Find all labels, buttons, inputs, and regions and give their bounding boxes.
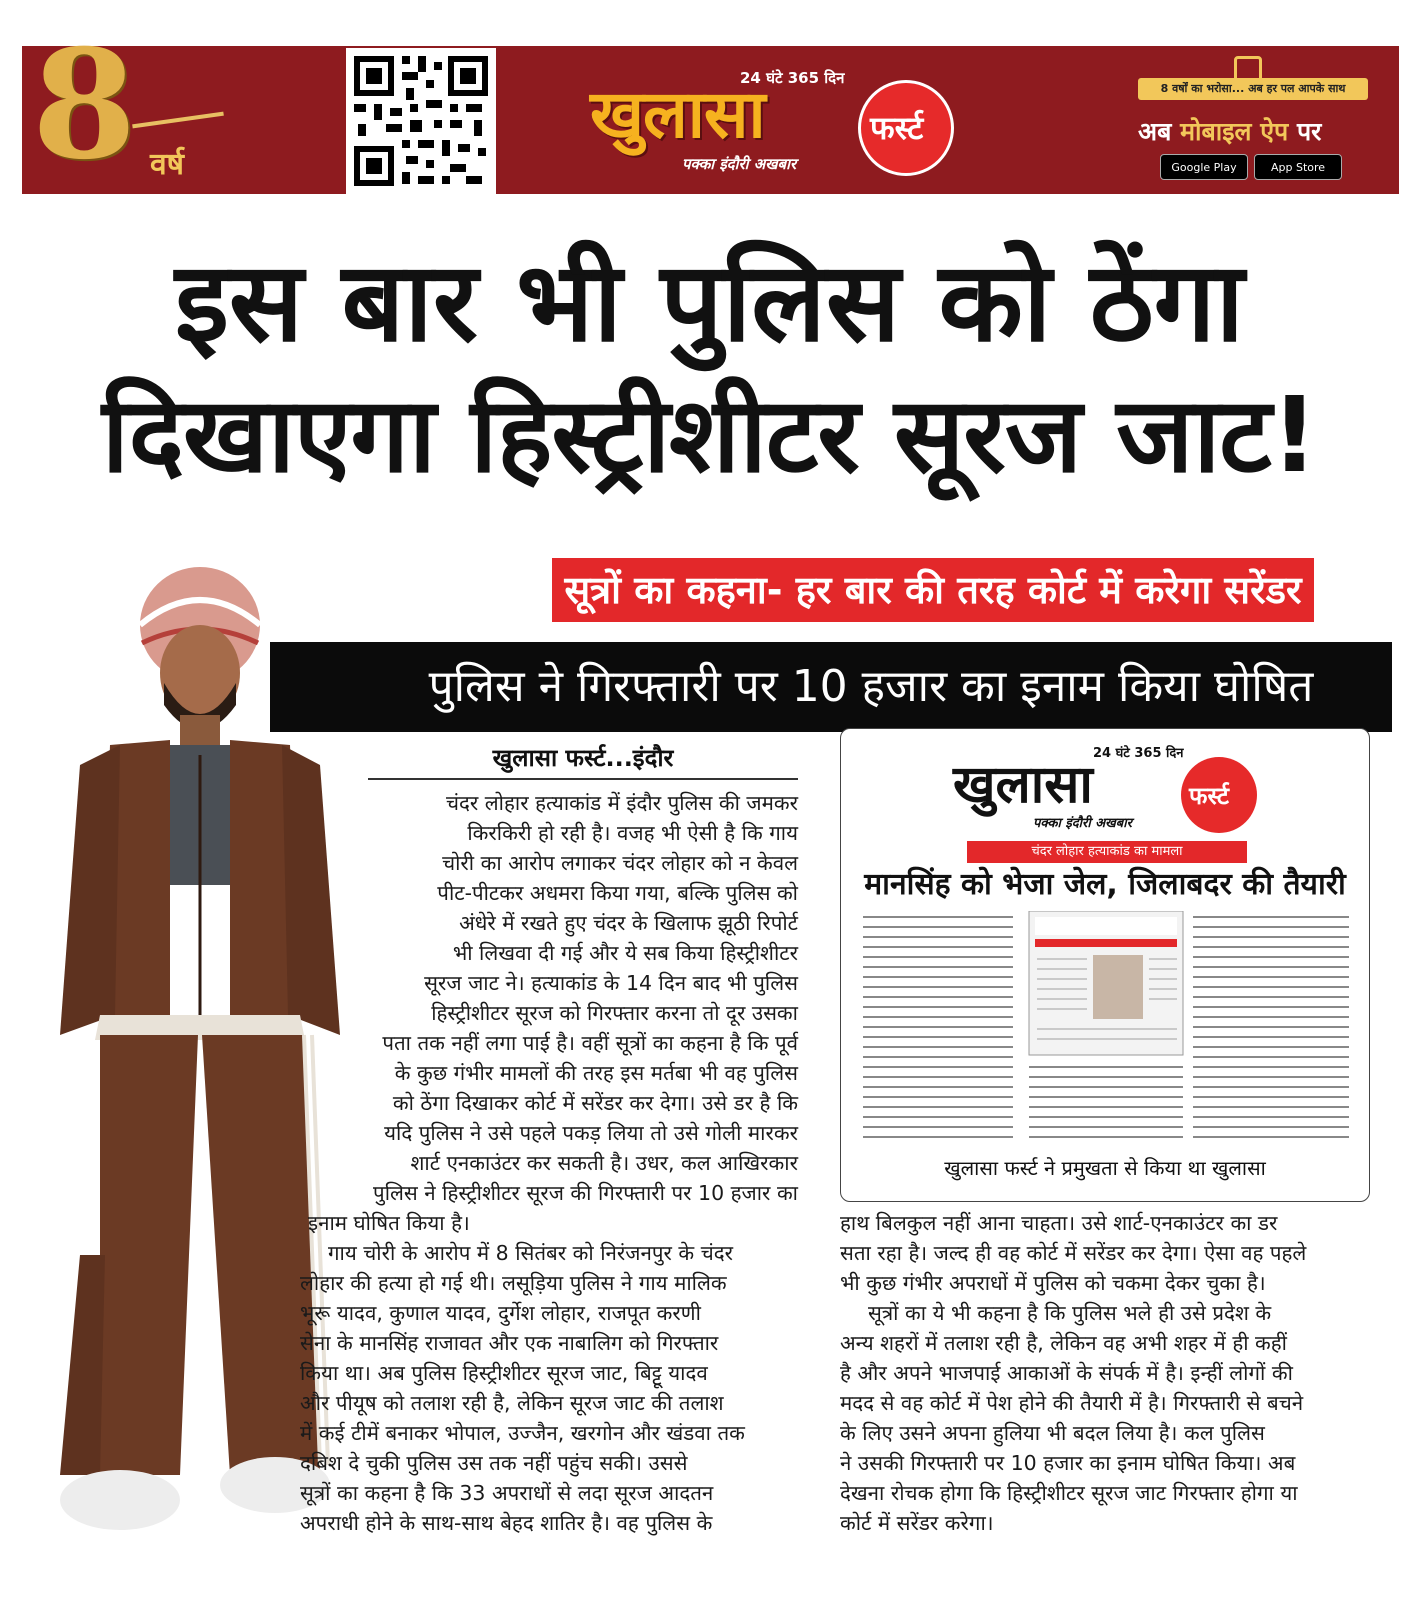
article-line: गाय चोरी के आरोप में 8 सितंबर को निरंजनपुर के चंदर — [328, 1241, 733, 1265]
article-line: शार्ट एनकाउंटर कर सकती है। उधर, कल आखिरकार — [410, 1151, 798, 1175]
article-line: सूत्रों का कहना है कि 33 अपराधों से लदा सूरज आदतन — [300, 1481, 714, 1505]
article-line: देखना रोचक होगा कि हिस्ट्रीशीटर सूरज जाट गिरफ्तार होगा या — [840, 1481, 1298, 1505]
article-line: इनाम घोषित किया है। — [308, 1211, 470, 1235]
logo-tagline-bottom: पक्का इंदौरी अखबार — [682, 155, 797, 173]
article-line: हिस्ट्रीशीटर सूरज को गिरफ्तार करना तो दूर उसका — [431, 1001, 798, 1025]
article-line: सूरज जाट ने। हत्याकांड के 14 दिन बाद भी पुलिस — [424, 971, 798, 995]
article-column-2 — [840, 1208, 1368, 1538]
article-line: यदि पुलिस ने उसे पहले पकड़ लिया तो उसे गोली मारकर — [384, 1121, 798, 1145]
article-line: को ठेंगा दिखाकर कोर्ट में सरेंडर कर देगा। उसे डर है कि — [392, 1091, 798, 1115]
app-pill: 8 वर्षों का भरोसा... अब हर पल आपके साथ — [1138, 78, 1368, 100]
article-line: सता रहा है। जल्द ही वह कोर्ट में सरेंडर कर देगा। ऐसा वह पहले — [840, 1241, 1307, 1265]
qr-code[interactable] — [346, 48, 496, 194]
article-line: चोरी का आरोप लगाकर चंदर लोहार को न केवल — [442, 851, 798, 875]
article-line: चंदर लोहार हत्याकांड में इंदौर पुलिस की जमकर — [445, 791, 798, 815]
article-line: पता तक नहीं लगा पाई है। वहीं सूत्रों का कहना है कि पूर्व — [382, 1031, 798, 1055]
inset-clipping — [840, 728, 1370, 1202]
app-store-button[interactable]: App Store — [1254, 154, 1342, 180]
article-line: के कुछ गंभीर मामलों की तरह इस मर्तबा भी वह पुलिस — [394, 1061, 798, 1085]
inset-logo-tagline-top: 24 घंटे 365 दिन — [1093, 746, 1184, 761]
main-headline — [0, 240, 1419, 505]
article-line: अंधेरे में रखते हुए चंदर के खिलाफ झूठी रिपोर्ट — [459, 911, 798, 935]
subheadline-black: पुलिस ने गिरफ्तारी पर 10 हजार का इनाम किया घोषित — [270, 642, 1392, 732]
article-column-1-lower — [300, 1238, 798, 1538]
logo-tagline-top: 24 घंटे 365 दिन — [740, 69, 845, 87]
anniversary-emblem — [22, 17, 212, 200]
article-line: ने उसकी गिरफ्तारी पर 10 हजार का इनाम घोषित किया। अब — [840, 1451, 1296, 1475]
inset-logo — [953, 743, 1273, 833]
app-promo — [1138, 70, 1394, 190]
article-line: सूत्रों का ये भी कहना है कि पुलिस भले ही उसे प्रदेश के — [868, 1301, 1272, 1325]
article-line: कोर्ट में सरेंडर करेगा। — [840, 1511, 994, 1535]
article-line: भी कुछ गंभीर अपराधों में पुलिस को चकमा देकर चुका है। — [840, 1271, 1266, 1295]
app-line-prefix: अब — [1138, 117, 1181, 146]
article-line: हाथ बिलकुल नहीं आना चाहता। उसे शार्ट-एनकाउंटर का डर — [840, 1211, 1278, 1235]
app-line-suffix: पर — [1288, 117, 1322, 146]
article-line: पुलिस ने हिस्ट्रीशीटर सूरज की गिरफ्तारी पर 10 हजार का — [373, 1181, 798, 1205]
article-line: दबिश दे चुकी पुलिस उस तक नहीं पहुंच सकी। उससे — [300, 1451, 688, 1475]
newspaper-logo[interactable] — [590, 60, 970, 180]
article-line: में कई टीमें बनाकर भोपाल, उज्जैन, खरगोन और खंडवा तक — [300, 1421, 745, 1445]
article-line: किया था। अब पुलिस हिस्ट्रीशीटर सूरज जाट, बिट्टू यादव — [300, 1361, 708, 1385]
anniversary-word: वर्ष — [150, 147, 185, 182]
article-line: और पीयूष को तलाश रही है, लेकिन सूरज जाट की तलाश — [300, 1391, 724, 1415]
article-line: भी लिखवा दी गई और ये सब किया हिस्ट्रीशीटर — [452, 941, 798, 965]
inset-logo-brand: खुलासा — [953, 755, 1093, 815]
article-line: किरकिरी हो रही है। वजह भी ऐसी है कि गाय — [467, 821, 798, 845]
article-line: अपराधी होने के साथ-साथ बेहद शातिर है। वह पुलिस के — [300, 1511, 713, 1535]
app-line-highlight: मोबाइल ऐप — [1180, 117, 1289, 146]
article-line: अन्य शहरों में तलाश रही है, लेकिन वह अभी शहर में ही कहीं — [840, 1331, 1287, 1355]
article-line: पीट-पीटकर अधमरा किया गया, बल्कि पुलिस को — [437, 881, 798, 905]
article-line: है और अपने भाजपाई आकाओं के संपर्क में है। इन्हीं लोगों की — [840, 1361, 1293, 1385]
google-play-button[interactable]: Google Play — [1160, 154, 1248, 180]
article-line: लोहार की हत्या हो गई थी। लसूड़िया पुलिस ने गाय मालिक — [300, 1271, 727, 1295]
article-line: सेना के मानसिंह राजावत और एक नाबालिग को गिरफ्तार — [300, 1331, 719, 1355]
inset-body-text — [863, 911, 1349, 1147]
headline-line-1: इस बार भी पुलिस को ठेंगा — [174, 238, 1245, 366]
logo-badge: फर्स्ट — [870, 109, 924, 147]
anniversary-number: 8 — [32, 17, 137, 193]
article-line: भूरू यादव, कुणाल यादव, दुर्गेश लोहार, राजपूत करणी — [300, 1301, 701, 1325]
app-line — [1138, 114, 1321, 148]
headline-line-2: दिखाएगा हिस्ट्रीशीटर सूरज जाट! — [101, 374, 1318, 496]
inset-kicker: चंदर लोहार हत्याकांड का मामला — [967, 841, 1247, 863]
inset-caption: खुलासा फर्स्ट ने प्रमुखता से किया था खुलासा — [944, 1156, 1266, 1180]
article-line: मदद से वह कोर्ट में पेश होने की तैयारी में है। गिरफ्तारी से बचने — [840, 1391, 1304, 1415]
inset-text-lines-icon — [863, 911, 1349, 1147]
inset-logo-tagline-bottom: पक्का इंदौरी अखबार — [1033, 816, 1132, 831]
pen-nib-icon — [132, 112, 224, 129]
inset-headline: मानसिंह को भेजा जेल, जिलाबदर की तैयारी — [864, 867, 1346, 902]
article-line: के लिए उसने अपना हुलिया भी बदल लिया है। कल पुलिस — [840, 1421, 1265, 1445]
subheadline-red: सूत्रों का कहना- हर बार की तरह कोर्ट में करेगा सरेंडर — [552, 558, 1314, 622]
logo-brand: खुलासा — [590, 76, 765, 153]
article-column-1 — [308, 788, 798, 1238]
dateline: खुलासा फर्स्ट...इंदौर — [368, 738, 798, 780]
qr-code-icon — [346, 48, 496, 194]
inset-logo-badge: फर्स्ट — [1189, 782, 1229, 810]
